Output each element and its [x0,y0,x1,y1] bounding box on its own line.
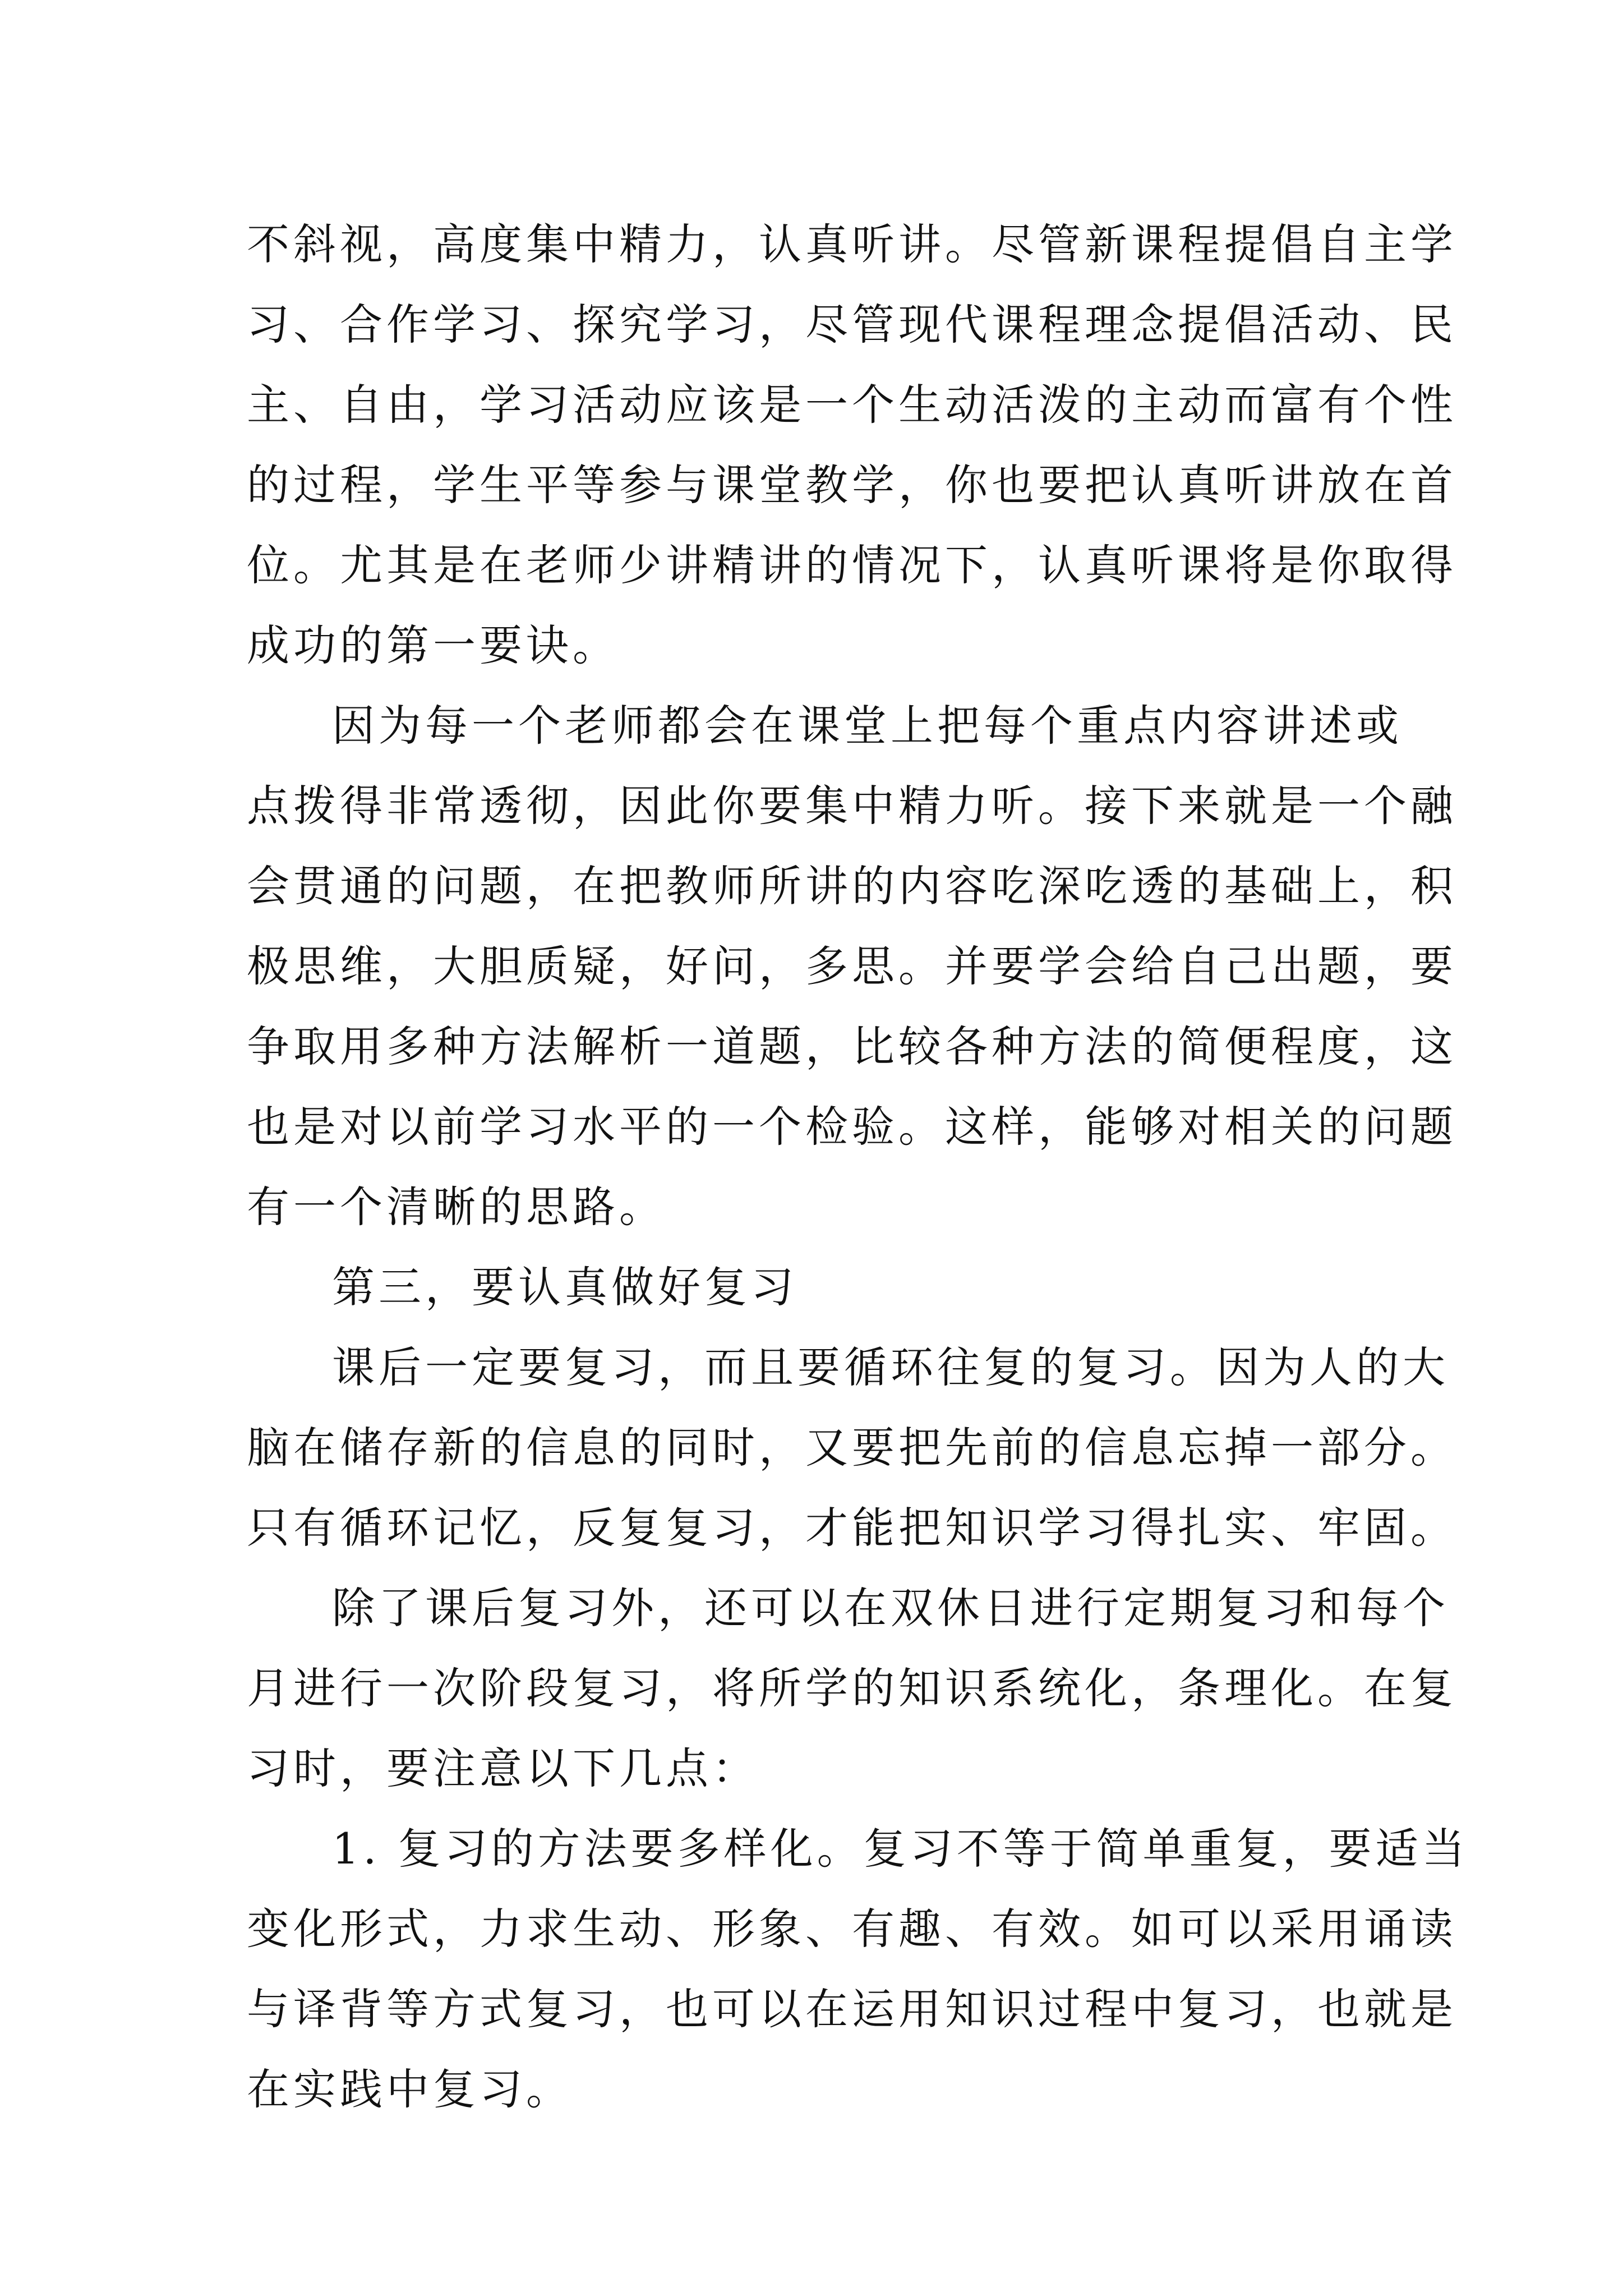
text-line: 也是对以前学习水平的一个检验。这样，能够对相关的问题 [247,1102,1457,1152]
text-line: 脑在储存新的信息的同时，又要把先前的信息忘掉一部分。 [247,1423,1457,1473]
text-line: 只有循环记忆，反复复习，才能把知识学习得扎实、牢固。 [247,1503,1457,1553]
text-line: 有一个清晰的思路。 [247,1182,666,1232]
text-line: 习时，要注意以下几点： [247,1743,759,1793]
list-item-line: 1. 复习的方法要多样化。复习不等于简单重复，要适当 [332,1824,1469,1874]
text-line: 习、合作学习、探究学习，尽管现代课程理念提倡活动、民 [247,300,1457,349]
text-line: 变化形式，力求生动、形象、有趣、有效。如可以采用诵读 [247,1904,1457,1954]
text-line: 月进行一次阶段复习，将所学的知识系统化，条理化。在复 [247,1663,1457,1713]
paragraph-start-line: 除了课后复习外，还可以在双休日进行定期复习和每个 [332,1583,1449,1633]
text-line: 不斜视，高度集中精力，认真听讲。尽管新课程提倡自主学 [247,219,1457,269]
text-line: 极思维，大胆质疑，好问，多思。并要学会给自己出题，要 [247,941,1457,991]
text-line: 主、自由，学习活动应该是一个生动活泼的主动而富有个性 [247,380,1457,430]
paragraph-start-line: 因为每一个老师都会在课堂上把每个重点内容讲述或 [332,701,1403,751]
text-line: 点拨得非常透彻，因此你要集中精力听。接下来就是一个融 [247,781,1457,831]
text-line: 在实践中复习。 [247,2064,573,2114]
section-heading: 第三，要认真做好复习 [332,1262,797,1312]
text-line: 会贯通的问题，在把教师所讲的内容吃深吃透的基础上，积 [247,861,1457,911]
text-line: 与译背等方式复习，也可以在运用知识过程中复习，也就是 [247,1984,1457,2034]
text-line: 的过程，学生平等参与课堂教学，你也要把认真听讲放在首 [247,460,1457,510]
text-line: 成功的第一要诀。 [247,620,619,670]
document-body [247,204,1469,2129]
text-line: 争取用多种方法解析一道题，比较各种方法的简便程度，这 [247,1022,1457,1071]
paragraph-start-line: 课后一定要复习，而且要循环往复的复习。因为人的大 [332,1342,1449,1392]
text-line: 位。尤其是在老师少讲精讲的情况下，认真听课将是你取得 [247,540,1457,590]
